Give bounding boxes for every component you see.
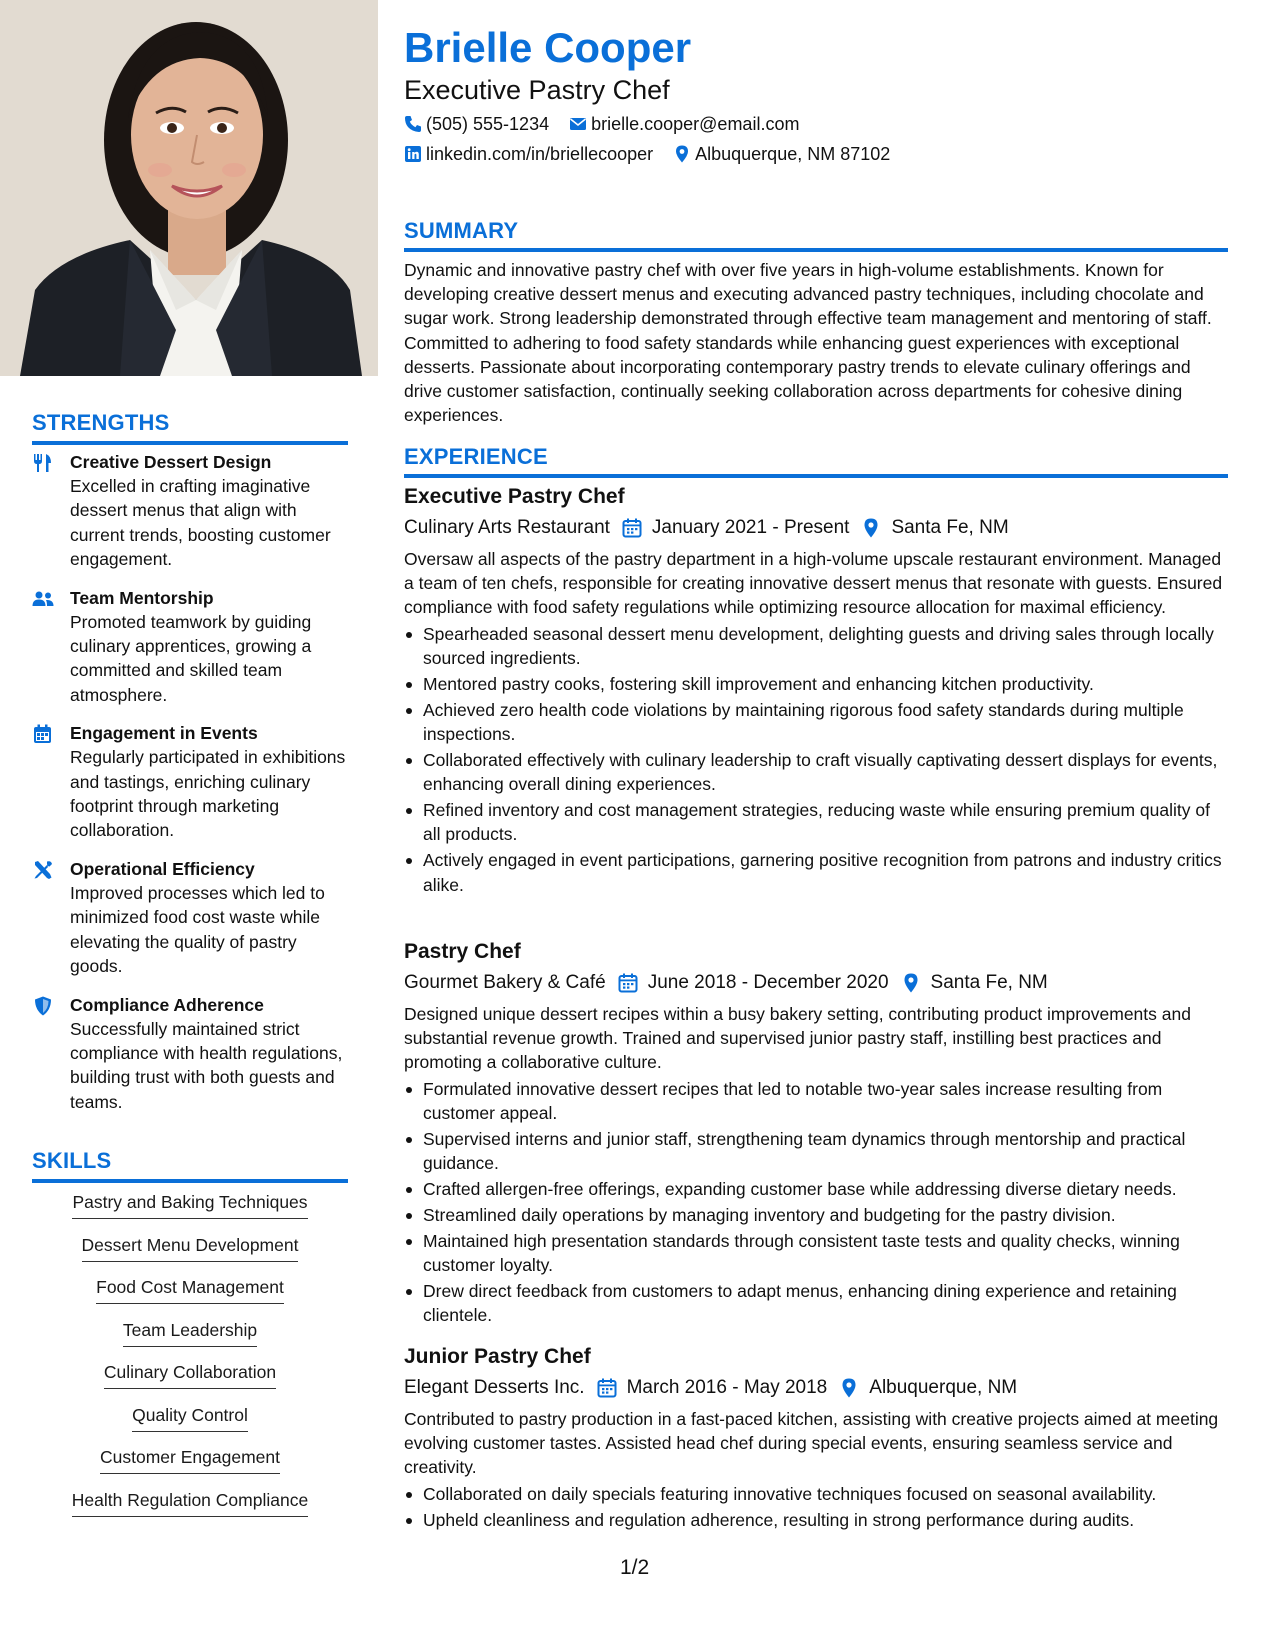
job-bullet: Streamlined daily operations by managing inventory and budgeting for the pastry division.: [404, 1203, 1228, 1227]
email-text[interactable]: brielle.cooper@email.com: [591, 114, 800, 134]
phone-contact: [404, 112, 549, 136]
utensils-icon: [32, 450, 70, 572]
skills-rule: [32, 1179, 348, 1183]
job-meta: [404, 969, 1228, 997]
skill-item: [32, 1488, 348, 1517]
strength-title: Engagement in Events: [70, 723, 258, 744]
skill-label: Health Regulation Compliance: [72, 1488, 308, 1517]
location-contact: [673, 142, 890, 166]
job-title: Executive Pastry Chef: [404, 485, 625, 508]
job-bullet: Actively engaged in event participations, garnering positive recognition from patrons and industry critics alike.: [404, 848, 1228, 896]
tools-icon: [32, 857, 70, 979]
job-location: [861, 514, 1008, 542]
strength-desc: Successfully maintained strict compliance with health regulations, building trust with both guests and teams.: [70, 1018, 343, 1112]
strength-desc: Promoted teamwork by guiding culinary apprentices, growing a committed and skilled team atmosphere.: [70, 611, 312, 705]
job-title: Junior Pastry Chef: [404, 1345, 591, 1368]
skill-item: [32, 1275, 348, 1304]
candidate-role: Executive Pastry Chef: [404, 75, 670, 105]
skills-heading: [32, 1148, 348, 1183]
sidebar: [0, 0, 378, 1650]
job-location-text: Albuquerque, NM: [869, 1377, 1018, 1398]
profile-photo: [0, 0, 378, 376]
job-company: Gourmet Bakery & Café: [404, 972, 606, 993]
skill-label: Quality Control: [132, 1403, 248, 1432]
skill-item: [32, 1318, 348, 1347]
job-dates: [597, 1374, 828, 1402]
job-entry: [404, 938, 1228, 1329]
job-entry: [404, 1343, 1228, 1534]
linkedin-contact[interactable]: [404, 142, 653, 166]
job-bullet: Drew direct feedback from customers to adapt menus, enhancing dining experience and retaining clientele.: [404, 1279, 1228, 1327]
strength-title: Creative Dessert Design: [70, 452, 272, 472]
job-dates-text: March 2016 - May 2018: [626, 1377, 828, 1398]
experience-heading: [404, 444, 1228, 478]
job-bullets: [404, 622, 1228, 897]
job-bullet: Upheld cleanliness and regulation adherence, resulting in strong performance during audits.: [404, 1508, 1228, 1532]
experience-rule: [404, 474, 1228, 478]
skills-title: SKILLS: [32, 1148, 112, 1173]
envelope-icon: [569, 115, 587, 133]
job-dates: [622, 514, 850, 542]
strength-desc: Regularly participated in exhibitions and tastings, enriching culinary footprint through marketing collaboration.: [70, 747, 346, 841]
strength-desc: Excelled in crafting imaginative dessert menus that align with current trends, boosting customer engagement.: [70, 476, 331, 570]
strength-item: [32, 586, 352, 708]
job-location-text: Santa Fe, NM: [891, 517, 1009, 538]
skill-item: [32, 1445, 348, 1474]
map-pin-icon: [861, 518, 881, 538]
strengths-list: [32, 450, 352, 1128]
strengths-title: STRENGTHS: [32, 410, 170, 435]
strength-item: [32, 721, 352, 843]
strengths-heading: [32, 410, 348, 445]
strengths-rule: [32, 441, 348, 445]
job-bullets: [404, 1482, 1228, 1532]
job-bullets: [404, 1077, 1228, 1328]
job-entry: [404, 483, 1228, 899]
skill-item: [32, 1190, 348, 1219]
strength-title: Operational Efficiency: [70, 858, 255, 879]
skill-label: Food Cost Management: [96, 1275, 284, 1304]
map-pin-icon: [901, 973, 921, 993]
job-bullet: Collaborated on daily specials featuring innovative techniques focused on seasonal availability.: [404, 1482, 1228, 1506]
strength-desc: Improved processes which led to minimized food cost waste while elevating the quality of pastry goods.: [70, 882, 325, 977]
strength-item: [32, 450, 352, 572]
job-bullet: Formulated innovative dessert recipes that led to notable two-year sales increase resulting from customer appeal.: [404, 1077, 1228, 1125]
job-description: Contributed to pastry production in a fast-paced kitchen, assisting with creative projects aimed at meeting evolving customer tastes. Assisted head chef during special events, ensuring seamless service and creativity.: [404, 1409, 1219, 1478]
calendar-icon: [622, 518, 642, 538]
calendar-icon: [597, 1378, 617, 1398]
page-number: 1/2: [620, 1556, 650, 1579]
experience-title: EXPERIENCE: [404, 444, 548, 469]
job-location-text: Santa Fe, NM: [930, 972, 1048, 993]
job-location: [839, 1374, 1017, 1402]
profile-photo-illustration: [0, 0, 378, 376]
job-company: Elegant Desserts Inc.: [404, 1377, 585, 1398]
linkedin-icon: [404, 145, 422, 163]
skill-label: Customer Engagement: [100, 1445, 280, 1474]
location-text: Albuquerque, NM 87102: [695, 144, 891, 164]
skill-label: Dessert Menu Development: [82, 1233, 299, 1262]
job-bullet: Collaborated effectively with culinary leadership to craft visually captivating dessert displays for events, enhancing overall dining experiences.: [404, 748, 1228, 796]
map-pin-icon: [673, 145, 691, 163]
skill-item: [32, 1233, 348, 1262]
summary-title: SUMMARY: [404, 218, 519, 243]
email-contact[interactable]: [569, 112, 799, 136]
job-dates: [618, 969, 889, 997]
job-bullet: Refined inventory and cost management strategies, reducing waste while ensuring premium quality of all products.: [404, 798, 1228, 846]
users-icon: [32, 586, 70, 708]
contact-row-2: [404, 142, 910, 166]
job-location: [901, 969, 1048, 997]
strength-title: Team Mentorship: [70, 587, 214, 608]
job-bullet: Maintained high presentation standards through consistent taste tests and quality checks, winning customer loyalty.: [404, 1229, 1228, 1277]
map-pin-icon: [839, 1378, 859, 1398]
strength-item: [32, 857, 352, 979]
contact-row-1: [404, 112, 819, 136]
shield-icon: [32, 993, 70, 1115]
phone-text: (505) 555-1234: [426, 114, 550, 134]
skill-label: Team Leadership: [123, 1318, 257, 1347]
calendar-icon: [618, 973, 638, 993]
strength-title: Compliance Adherence: [70, 994, 264, 1015]
job-bullet: Supervised interns and junior staff, strengthening team dynamics through mentorship and practical guidance.: [404, 1127, 1228, 1175]
phone-icon: [404, 115, 422, 133]
summary-heading: [404, 218, 1228, 252]
skill-item: [32, 1360, 348, 1389]
job-dates-text: January 2021 - Present: [651, 517, 850, 538]
skill-label: Pastry and Baking Techniques: [72, 1190, 307, 1219]
summary-rule: [404, 248, 1228, 252]
candidate-name: Brielle Cooper: [404, 24, 692, 71]
job-bullet: Achieved zero health code violations by maintaining rigorous food safety standards during multiple inspections.: [404, 698, 1228, 746]
skill-label: Culinary Collaboration: [104, 1360, 276, 1389]
summary-text: Dynamic and innovative pastry chef with over five years in high-volume establishments. Known for developing creative dessert menus and executing advanced pastry techniques, including chocolate and sugar work. Strong leadership demonstrated through effective team management and mentoring of staff. Committed to adhering to food safety standards while enhancing guest experiences with exceptional desserts. Passionate about incorporating contemporary pastry trends to elevate culinary offerings and drive customer satisfaction, continually seeking collaboration across departments for cohesive dining experiences.: [404, 260, 1212, 426]
skill-item: [32, 1403, 348, 1432]
job-title: Pastry Chef: [404, 940, 521, 963]
job-dates-text: June 2018 - December 2020: [647, 972, 889, 993]
job-description: Oversaw all aspects of the pastry department in a high-volume upscale restaurant environment. Managed a team of ten chefs, responsible for creating innovative dessert menus that resonate with guests. Ensured compliance with food safety regulations while optimizing resource allocation for maximal efficiency.: [404, 549, 1223, 618]
calendar-icon: [32, 721, 70, 843]
job-description: Designed unique dessert recipes within a busy bakery setting, contributing product improvements and substantial revenue growth. Trained and supervised junior pastry staff, instilling best practices and promoting a collaborative culture.: [404, 1004, 1191, 1073]
job-bullet: Crafted allergen-free offerings, expanding customer base while addressing diverse dietary needs.: [404, 1177, 1228, 1201]
skills-list: [32, 1190, 348, 1530]
job-meta: [404, 514, 1228, 542]
job-bullet: Mentored pastry cooks, fostering skill improvement and enhancing kitchen productivity.: [404, 672, 1228, 696]
job-meta: [404, 1374, 1228, 1402]
job-company: Culinary Arts Restaurant: [404, 517, 610, 538]
linkedin-text[interactable]: linkedin.com/in/briellecooper: [426, 144, 654, 164]
strength-item: [32, 993, 352, 1115]
job-bullet: Spearheaded seasonal dessert menu development, delighting guests and driving sales through locally sourced ingredients.: [404, 622, 1228, 670]
